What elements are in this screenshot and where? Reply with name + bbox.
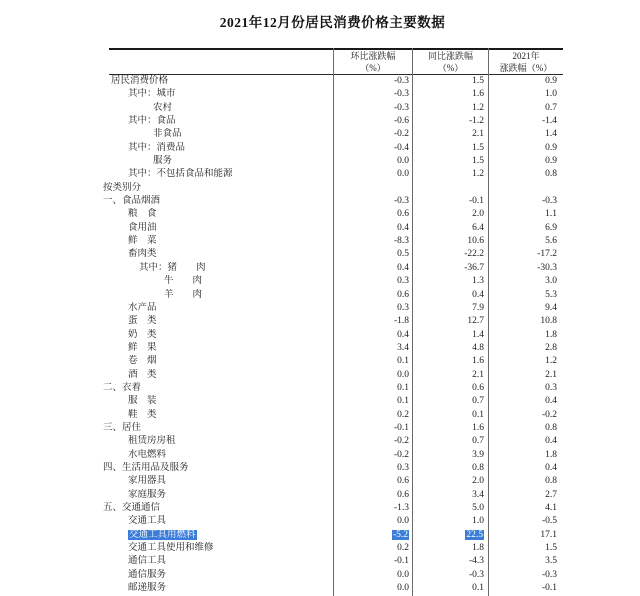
row-label-text: 鲜 菜 [128,236,157,247]
mom-value: -0.1 [393,556,409,567]
row-label-text: 一、食品烟酒 [103,196,161,207]
table-row [102,502,563,515]
table-row [102,435,563,448]
year-value: 5.6 [545,236,557,247]
mom-value: -0.1 [393,422,409,433]
table-row [102,262,563,275]
yoy-value: 1.2 [472,102,484,113]
row-label-text: 食用油 [128,222,157,233]
table-row [102,302,563,315]
table-row [102,409,563,422]
yoy-value: 0.8 [472,462,484,473]
column-header-yoy [413,51,488,74]
mom-value: 0.4 [397,222,409,233]
table-row [102,489,563,502]
table-row [102,555,563,568]
mom-value: -0.2 [393,129,409,140]
yoy-value: 0.7 [472,436,484,447]
mom-value: 0.6 [397,289,409,300]
table-row [102,329,563,342]
row-label-text: 四、生活用品及服务 [103,462,189,473]
yoy-value: -36.7 [464,262,484,273]
row-label-text: 鞋 类 [128,409,157,420]
yoy-value: -1.2 [468,116,484,127]
mom-value: 0.5 [397,249,409,260]
row-label [102,355,359,368]
year-value: 3.5 [545,556,557,567]
mom-value: 0.0 [397,569,409,580]
yoy-value: 1.6 [472,356,484,367]
row-label-text: 二、衣着 [103,382,142,393]
table-row [102,195,563,208]
yoy-value: 5.0 [472,503,484,513]
mom-value: 0.0 [397,156,409,167]
column-header-yoy-line1: 同比涨跌幅 [427,51,473,61]
table-row [102,115,563,128]
row-label [102,208,359,221]
row-label [102,542,359,555]
table-body [102,75,563,595]
row-label-text: 牛 肉 [164,276,203,287]
table-row [102,248,563,261]
column-header-mom [334,51,412,74]
row-label [102,182,334,195]
table-row [102,235,563,248]
row-label [102,435,359,448]
mom-value: 0.3 [397,302,409,313]
row-label-text: 卷 烟 [128,356,157,367]
table-row [102,182,563,195]
table-row [102,369,563,382]
table-row [102,382,563,395]
row-label [102,475,359,488]
mom-value: -0.6 [393,116,409,127]
yoy-value: 1.3 [472,276,484,287]
table-row [102,355,563,368]
year-value: 0.7 [545,102,557,113]
row-label-text: 租赁房房租 [128,436,176,447]
row-label-text: 通信工具 [128,556,167,567]
page-title: 2021年12月份居民消费价格主要数据 [219,15,446,30]
row-label [102,315,359,328]
row-label-text: 其中：猪 肉 [139,262,206,273]
year-value: 1.2 [545,356,557,367]
mom-value: 0.6 [397,489,409,500]
year-value: 0.8 [545,169,557,180]
year-value: 1.8 [545,449,557,460]
row-label [102,262,370,275]
year-value: 2.8 [545,342,557,353]
mom-value: 0.2 [397,543,409,554]
year-value: 0.9 [545,156,557,167]
row-label [102,168,359,181]
table-row [102,155,563,168]
yoy-value: 0.1 [472,409,484,420]
mom-value: -0.3 [393,76,409,86]
mom-value: 0.4 [397,262,409,273]
column-header-mom-line2: （%） [360,62,386,73]
column-header-year-line2: 涨跌幅（%） [499,62,553,73]
table-row [102,88,563,101]
year-value: 1.5 [545,543,557,554]
mom-value: 0.3 [397,462,409,473]
yoy-value: 3.9 [472,449,484,460]
row-label [102,75,342,88]
row-label [102,342,359,355]
table-row [102,289,563,302]
row-label [102,235,359,248]
row-label [102,449,359,462]
year-value: 2.1 [545,369,557,380]
table-row [102,315,563,328]
row-label [102,382,334,395]
mom-value: -0.2 [393,449,409,460]
column-header-yoy-line2: （%） [437,62,464,73]
yoy-value: 1.8 [472,543,484,554]
table-row [102,542,563,555]
row-label-text: 服务 [153,156,173,167]
row-label-text: 交通工具 [128,516,167,527]
table-row [102,75,563,88]
row-label [102,369,359,382]
year-value: 2.7 [545,489,557,500]
row-label [102,142,359,155]
row-label-text: 非食品 [153,129,182,140]
yoy-value: 1.0 [472,516,484,527]
mom-value: 0.0 [397,583,409,594]
yoy-value: 0.7 [472,396,484,407]
row-label-text: 酒 类 [128,369,157,380]
yoy-value: 3.4 [472,489,484,500]
year-value: -0.3 [541,569,557,580]
cpi-table [102,48,563,596]
mom-value: 0.4 [397,329,409,340]
row-label [102,569,359,582]
mom-value: 0.6 [397,476,409,487]
table-row [102,168,563,181]
mom-value: -1.8 [393,316,409,327]
table-row [102,529,563,542]
column-header-year [489,51,563,74]
table-row [102,102,563,115]
year-value: -17.2 [537,249,557,260]
year-value: 10.8 [540,316,557,327]
yoy-value: 0.1 [472,583,484,594]
yoy-value: 10.6 [467,236,484,247]
mom-value: -0.3 [393,102,409,113]
row-label-text: 家庭服务 [128,489,167,500]
year-value: -0.1 [541,583,557,594]
row-label [102,395,359,408]
row-label-text: 其中：不包括食品和能源 [128,169,233,180]
table-row [102,449,563,462]
yoy-value: 12.7 [467,316,484,327]
row-label [102,302,359,315]
row-label [102,222,359,235]
year-value: 5.3 [545,289,557,300]
yoy-value: 2.1 [472,129,484,140]
row-label [102,329,359,342]
year-value: 0.9 [545,76,557,86]
column-header-mom-line1: 环比涨跌幅 [350,51,396,61]
row-label-text: 交通工具使用和维修 [128,543,214,554]
yoy-value: -0.3 [468,569,484,580]
table-row [102,208,563,221]
row-label-text: 五、交通通信 [103,503,161,513]
row-label [102,489,359,502]
table-row [102,569,563,582]
year-value: 0.4 [545,396,557,407]
row-label-text: 农村 [153,102,173,113]
column-header-year-line1: 2021年 [512,51,540,61]
year-value: 3.0 [545,276,557,287]
year-value: -0.2 [541,409,557,420]
mom-value: 3.4 [397,342,409,353]
row-label-text: 其中：城市 [128,89,176,100]
table-row [102,462,563,475]
year-value: -30.3 [537,262,557,273]
row-label [102,248,359,261]
row-label-text: 服 装 [128,396,157,407]
mom-value: 0.1 [397,396,409,407]
year-value: 1.1 [545,209,557,220]
year-value: 0.8 [545,476,557,487]
table-row [102,275,563,288]
row-label-text: 鲜 果 [128,342,157,353]
text-selection-highlight: 22.5 [466,529,483,540]
row-label [102,462,334,475]
row-label [102,515,359,528]
mom-value: 0.2 [397,409,409,420]
row-label-text: 奶 类 [128,329,157,340]
yoy-value: 2.1 [472,369,484,380]
mom-value: -0.3 [393,89,409,100]
row-label-text: 家用器具 [128,476,167,487]
mom-value: 0.3 [397,276,409,287]
mom-value: 0.1 [397,356,409,367]
yoy-value: 2.0 [472,476,484,487]
table-row [102,515,563,528]
row-label-text: 按类别分 [103,182,142,193]
yoy-value: 1.6 [472,422,484,433]
table-row [102,342,563,355]
yoy-value: 0.6 [472,382,484,393]
yoy-value: 7.9 [472,302,484,313]
year-value: 1.0 [545,89,557,100]
year-value: 17.1 [540,529,557,540]
row-label-text: 邮递服务 [128,583,167,594]
row-label-text: 居民消费价格 [111,76,169,86]
row-label [102,555,359,568]
mom-value: 0.6 [397,209,409,220]
yoy-value: -0.1 [468,196,484,207]
row-label [102,409,359,422]
yoy-value: 4.8 [472,342,484,353]
yoy-value: 1.5 [472,142,484,153]
yoy-value: 6.4 [472,222,484,233]
mom-value: 0.0 [397,516,409,527]
year-value: 4.1 [545,503,557,513]
row-label [102,582,359,595]
table-row [102,582,563,595]
table-row [102,142,563,155]
yoy-value: 1.6 [472,89,484,100]
row-label-text: 通信服务 [128,569,167,580]
mom-value: -0.2 [393,436,409,447]
text-selection-highlight: 交通工具用燃料 [129,529,196,540]
year-value: 0.4 [545,436,557,447]
row-label-text: 水电燃料 [128,449,167,460]
mom-value: 0.1 [397,382,409,393]
year-value: 1.4 [545,129,557,140]
row-label-text: 其中：食品 [128,116,176,127]
yoy-value [412,529,488,542]
yoy-value: 2.0 [472,209,484,220]
year-value: -0.3 [541,196,557,207]
year-value: 0.9 [545,142,557,153]
table-row [102,422,563,435]
row-label [102,502,334,515]
yoy-value: 0.4 [472,289,484,300]
row-label [102,195,334,208]
mom-value: 0.0 [397,169,409,180]
row-label-text: 羊 肉 [164,289,203,300]
year-value: -1.4 [541,116,557,127]
row-label [102,115,359,128]
table-header [102,50,563,74]
year-value: 9.4 [545,302,557,313]
row-label [102,422,334,435]
row-label-text: 三、居住 [103,422,142,433]
row-label [102,529,359,542]
row-label-text: 其中：消费品 [128,142,186,153]
year-value: 1.8 [545,329,557,340]
mom-value: -0.3 [393,196,409,207]
mom-value: -8.3 [393,236,409,247]
year-value: 0.8 [545,422,557,433]
yoy-value: -22.2 [464,249,484,260]
text-selection-highlight: -5.2 [392,529,408,540]
table-row [102,395,563,408]
row-label [102,88,359,101]
yoy-value: -4.3 [468,556,484,567]
row-label-text: 蛋 类 [128,316,157,327]
year-value: 0.4 [545,462,557,473]
row-label-text: 水产品 [128,302,157,313]
yoy-value: 1.2 [472,169,484,180]
yoy-value: 1.5 [472,156,484,167]
row-label-text: 畜肉类 [128,249,157,260]
table-row [102,128,563,141]
mom-value: -0.4 [393,142,409,153]
year-value: -0.5 [541,516,557,527]
year-value: 6.9 [545,222,557,233]
yoy-value: 1.5 [472,76,484,86]
table-row [102,222,563,235]
mom-value: -1.3 [393,503,409,513]
table-row [102,475,563,488]
mom-value [333,529,412,542]
year-value: 0.3 [545,382,557,393]
mom-value: 0.0 [397,369,409,380]
row-label-text: 粮 食 [128,209,157,220]
yoy-value: 1.4 [472,329,484,340]
